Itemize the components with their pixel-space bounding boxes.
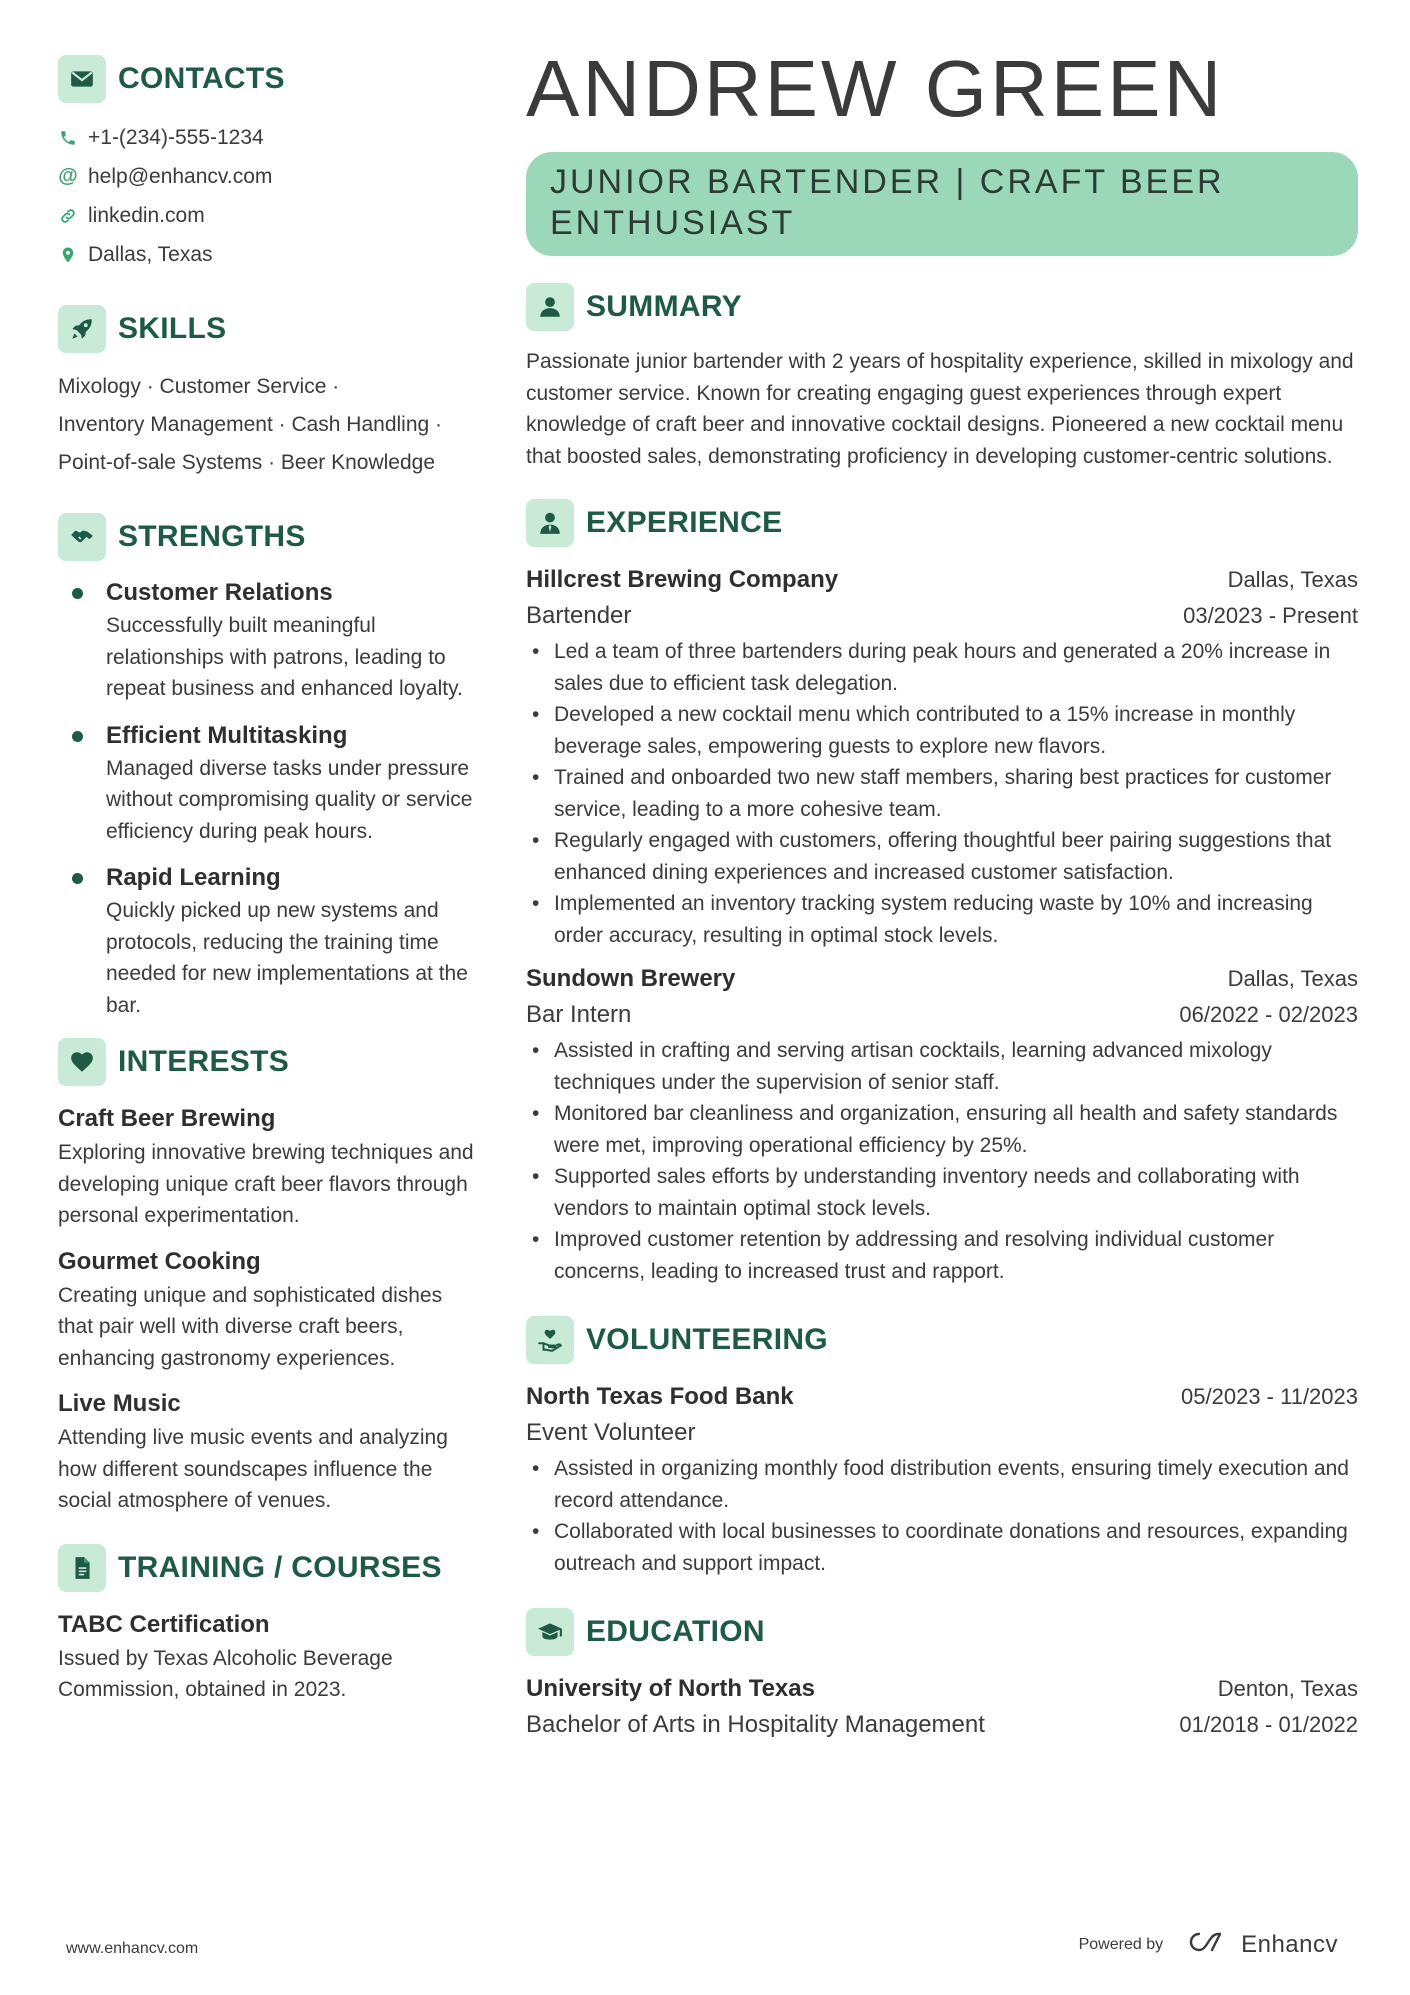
volunteer-bullets	[526, 1453, 1358, 1579]
enhancv-brand-text: Enhancv	[1241, 1930, 1338, 1958]
school-name: University of North Texas	[526, 1675, 815, 1702]
job-dates: 06/2022 - 02/2023	[1179, 1002, 1358, 1027]
skills-line: Mixology · Customer Service ·	[58, 375, 340, 398]
summary-text: Passionate junior bartender with 2 years of hospitality experience, skilled in mixology and customer service. Known for creating engaging guest experiences through expert knowledge of craft beer and innovative cocktail designs. Pioneered a new cocktail menu that boosted sales, demonstrating proficiency in developing customer-centric solutions.	[526, 350, 1354, 468]
strength-item	[58, 719, 478, 848]
interests-header	[58, 1037, 478, 1087]
job-header	[526, 562, 1358, 598]
job-role: Bar Intern	[526, 1001, 632, 1028]
phone-icon	[58, 128, 78, 148]
envelope-icon	[58, 55, 106, 103]
contact-email[interactable]	[58, 157, 478, 196]
heart-icon	[58, 1038, 106, 1086]
graduation-cap-icon	[526, 1608, 574, 1656]
experience-section	[526, 498, 1358, 1287]
strength-item	[58, 576, 478, 705]
job-bullets	[526, 1035, 1358, 1287]
job-bullet: • Improved customer retention by addressing and resolving individual customer concerns, leading to increased trust and rapport.	[526, 1224, 1358, 1287]
skills-line: Inventory Management · Cash Handling ·	[58, 413, 443, 436]
volunteering-title: VOLUNTEERING	[586, 1323, 828, 1356]
job-bullet: • Led a team of three bartenders during peak hours and generated a 20% increase in sales due to efficient task delegation.	[526, 636, 1358, 699]
job-bullet: • Developed a new cocktail menu which contributed to a 15% increase in monthly beverage sales, empowering guests to explore new flavors.	[526, 699, 1358, 762]
phone-text: +1-(234)-555-1234	[88, 125, 264, 149]
education-section	[526, 1607, 1358, 1743]
strength-title: Customer Relations	[106, 579, 333, 606]
training-item-title: TABC Certification	[58, 1610, 270, 1638]
job-subheader	[526, 598, 1358, 634]
linkedin-text: linkedin.com	[88, 203, 205, 227]
interest-description: Attending live music events and analyzing how different soundscapes influence the social atmosphere of venues.	[58, 1426, 448, 1512]
experience-header	[526, 498, 1358, 548]
job-bullet: • Supported sales efforts by understanding inventory needs and collaborating with vendors to maintain optimal stock levels.	[526, 1161, 1358, 1224]
education-title: EDUCATION	[586, 1615, 765, 1648]
enhancv-logo-icon	[1187, 1930, 1233, 1959]
summary-section	[526, 282, 1358, 472]
job-header	[526, 961, 1358, 997]
interest-item	[58, 1101, 478, 1232]
interest-description: Exploring innovative brewing techniques and developing unique craft beer flavors through personal experimentation.	[58, 1141, 474, 1227]
education-dates: 01/2018 - 01/2022	[1179, 1712, 1358, 1737]
job-location: Dallas, Texas	[1227, 966, 1358, 991]
school-location: Denton, Texas	[1217, 1676, 1358, 1701]
volunteer-org: North Texas Food Bank	[526, 1383, 794, 1410]
contacts-header	[58, 54, 478, 104]
contact-location	[58, 235, 478, 274]
headline-banner: JUNIOR BARTENDER | CRAFT BEER ENTHUSIAST	[526, 152, 1358, 256]
strength-title: Efficient Multitasking	[106, 721, 348, 749]
summary-header	[526, 282, 1358, 332]
company-name: Sundown Brewery	[526, 965, 736, 992]
volunteering-section	[526, 1315, 1358, 1579]
rocket-icon	[58, 305, 106, 353]
bullet-dot	[72, 588, 83, 599]
volunteer-role: Event Volunteer	[526, 1419, 696, 1446]
training-item	[58, 1607, 478, 1706]
training-section	[58, 1543, 478, 1706]
email-text: help@enhancv.com	[88, 164, 273, 188]
location-pin-icon	[58, 245, 78, 265]
education-subheader	[526, 1707, 1358, 1743]
candidate-name: ANDREW GREEN	[526, 44, 1225, 133]
bullet-dot	[72, 731, 83, 742]
skills-header	[58, 304, 478, 354]
summary-title: SUMMARY	[586, 290, 742, 323]
interests-section	[58, 1037, 478, 1517]
hand-heart-icon	[526, 1316, 574, 1364]
handshake-icon	[58, 513, 106, 561]
user-icon	[526, 283, 574, 331]
volunteer-dates: 05/2023 - 11/2023	[1181, 1384, 1358, 1409]
volunteer-bullet: • Assisted in organizing monthly food distribution events, ensuring timely execution and record attendance.	[526, 1453, 1358, 1516]
education-header	[526, 1607, 1358, 1657]
interest-item	[58, 1244, 478, 1375]
skills-line: Point-of-sale Systems · Beer Knowledge	[58, 451, 436, 474]
volunteering-header	[526, 1315, 1358, 1365]
volunteer-bullet: • Collaborated with local businesses to coordinate donations and resources, expanding outreach and support impact.	[526, 1516, 1358, 1579]
contacts-title: CONTACTS	[118, 62, 285, 95]
job-bullets	[526, 636, 1358, 951]
right-column	[526, 44, 1358, 1743]
degree: Bachelor of Arts in Hospitality Management	[526, 1711, 985, 1738]
interest-title: Live Music	[58, 1390, 181, 1417]
strength-description: Successfully built meaningful relationships with patrons, leading to repeat business and enhanced loyalty.	[106, 614, 463, 700]
interest-description: Creating unique and sophisticated dishes that pair well with diverse craft beers, enhancing gastronomy experiences.	[58, 1283, 443, 1370]
experience-title: EXPERIENCE	[586, 506, 783, 539]
skills-list	[58, 368, 478, 482]
job-role: Bartender	[526, 602, 632, 629]
document-icon	[58, 1544, 106, 1592]
powered-by-label: Powered by	[1078, 1935, 1164, 1953]
skills-section	[58, 304, 478, 482]
contacts-section	[58, 54, 478, 274]
experience-entry	[526, 961, 1358, 1287]
training-header	[58, 1543, 478, 1593]
strength-description: Managed diverse tasks under pressure without compromising quality or service efficiency during peak hours.	[106, 756, 473, 843]
contact-linkedin[interactable]	[58, 196, 478, 235]
interest-item	[58, 1386, 478, 1517]
training-title: TRAINING / COURSES	[118, 1550, 442, 1584]
strength-item	[58, 861, 478, 1021]
footer-branding[interactable]	[1079, 1930, 1338, 1959]
volunteer-header	[526, 1379, 1358, 1415]
contact-phone[interactable]	[58, 118, 478, 157]
experience-entry	[526, 562, 1358, 951]
job-bullet: • Monitored bar cleanliness and organization, ensuring all health and safety standards were met, improving operational efficiency by 25%.	[526, 1098, 1358, 1161]
strength-description: Quickly picked up new systems and protocols, reducing the training time needed for new implementations at the bar.	[106, 899, 468, 1017]
strength-title: Rapid Learning	[106, 864, 281, 891]
interest-title: Craft Beer Brewing	[58, 1105, 276, 1132]
training-item-description: Issued by Texas Alcoholic Beverage Commission, obtained in 2023.	[58, 1646, 393, 1701]
job-location: Dallas, Texas	[1227, 567, 1358, 592]
job-bullet: • Trained and onboarded two new staff members, sharing best practices for customer service, leading to a more cohesive team.	[526, 762, 1358, 825]
job-bullet: • Implemented an inventory tracking system reducing waste by 10% and increasing order accuracy, resulting in optimal stock levels.	[526, 888, 1358, 951]
skills-title: SKILLS	[118, 312, 227, 345]
left-column	[58, 54, 478, 1718]
education-header-row	[526, 1671, 1358, 1707]
bullet-dot	[72, 873, 83, 884]
job-bullet: • Assisted in crafting and serving artisan cocktails, learning advanced mixology techniques under the supervision of senior staff.	[526, 1035, 1358, 1098]
strengths-title: STRENGTHS	[118, 520, 306, 553]
link-icon	[58, 206, 78, 226]
location-text: Dallas, Texas	[88, 242, 213, 266]
footer-website[interactable]: www.enhancv.com	[66, 1940, 199, 1957]
job-bullet: • Regularly engaged with customers, offering thoughtful beer pairing suggestions that enhanced dining experiences and increased customer satisfaction.	[526, 825, 1358, 888]
job-dates: 03/2023 - Present	[1183, 603, 1358, 628]
job-subheader	[526, 997, 1358, 1033]
strengths-section	[58, 512, 478, 1021]
at-icon: @	[58, 165, 78, 187]
strengths-header	[58, 512, 478, 562]
interest-title: Gourmet Cooking	[58, 1247, 261, 1275]
business-person-icon	[526, 499, 574, 547]
interests-title: INTERESTS	[118, 1045, 290, 1078]
company-name: Hillcrest Brewing Company	[526, 566, 839, 593]
